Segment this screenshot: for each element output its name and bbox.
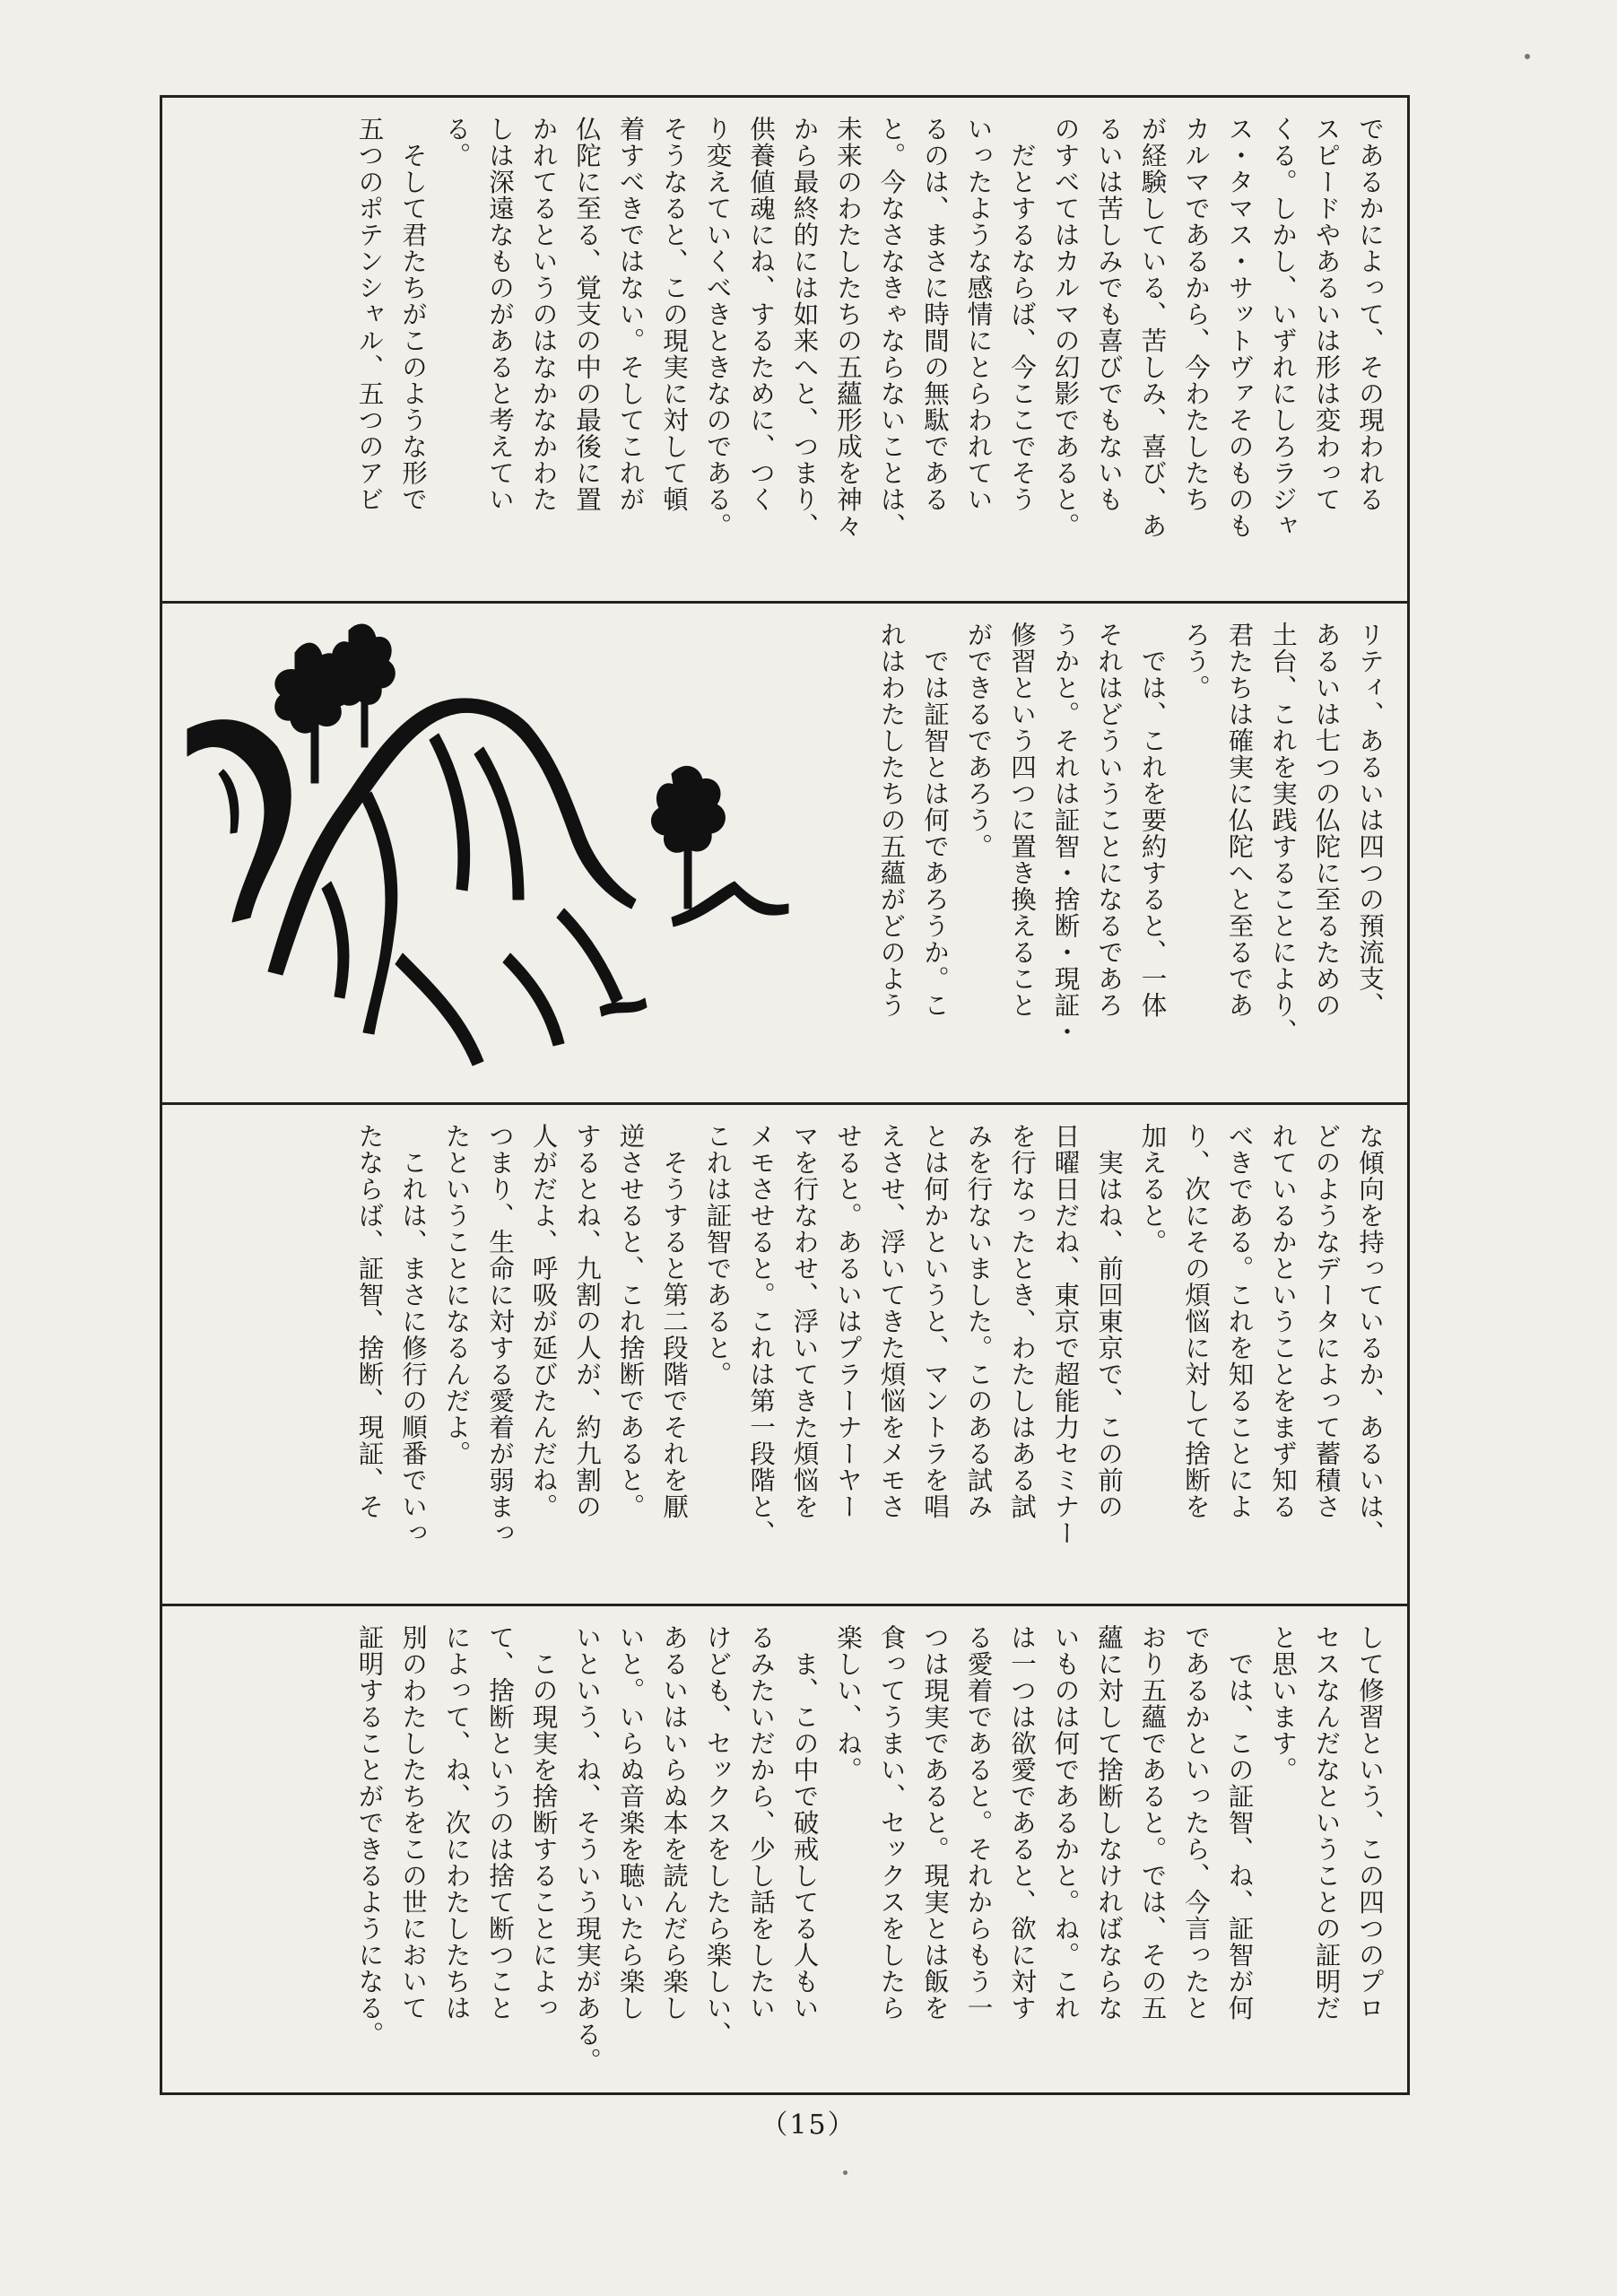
- text-band-4: [162, 1604, 1407, 2092]
- page-number: （15）: [761, 2109, 856, 2141]
- band-4-text: して修習という、この四つのプロ セスなんだなということの証明だ と思います。 では、この証智、ね、証智が何 であるかといったら、今言ったと おり五蘊であると。では、その五 蘊に対して捨断しなければならな いものは何であるかと。ね。これ は一つは欲愛であると、欲に対す る愛着であると。それからもう一 つは現実であると。現実とは飯を 食ってうまい、セックスをしたら 楽しい、ね。 ま、この中で破戒してる人もい るみたいだから、少し話をしたい けども、セックスをしたら楽しい、 あるいはいらぬ本を読んだら楽し いと。いらぬ音楽を聴いたら楽し いという、ね、そういう現実がある。 この現実を捨断することによっ て、捨断というのは捨て断つこと によって、ね、次にわたしたちは 別のわたしたちをこの世において 証明することができるようになる。: [354, 1624, 1385, 2074]
- paper-speck: [1525, 54, 1530, 59]
- page-frame: [160, 95, 1410, 2095]
- text-band-1: [162, 98, 1407, 601]
- paper-speck: [843, 2170, 848, 2175]
- text-band-2: [162, 601, 1407, 1102]
- band-3-text: な傾向を持っているか、あるいは、 どのようなデータによって蓄積さ れているかということをまず知る べきである。これを知ることによ り、次にその煩悩に対して捨断を 加えると。 実はね、前回東京で、この前の 日曜日だね、東京で超能力セミナー を行なったとき、わたしはある試 みを行ないました。このある試み とは何かというと、マントラを唱 えさせ、浮いてきた煩悩をメモさ せると。あるいはプラーナーヤー マを行なわせ、浮いてきた煩悩を メモさせると。これは第一段階と、 これは証智であると。 そうすると第二段階でそれを厭 逆させると、これ捨断であると。 するとね、九割の人が、約九割の 人がだよ、呼吸が延びたんだね。 つまり、生命に対する愛着が弱まっ たということになるんだよ。 これは、まさに修行の順番でいっ たならば、証智、捨断、現証、そ: [354, 1123, 1385, 1546]
- band-1-text: であるかによって、その現われる スピードやあるいは形は変わって くる。しかし、いずれにしろラジャ ス・タマス・サットヴァそのものも カルマであるから、今わたしたち が経験している、苦しみ、喜び、あ るいは苦しみでも喜びでもないも のすべてはカルマの幻影であると。 だとするならば、今ここでそう いったような感情にとらわれてい るのは、まさに時間の無駄である と。今なさなきゃならないことは、 未来のわたしたちの五蘊形成を神々 から最終的には如来へと、つまり、 供養値魂にね、するために、つく り変えていくべきときなのである。 そうなると、この現実に対して頓 着すべきではない。そしてこれが 仏陀に至る、覚支の中の最後に置 かれてるというのはなかなかわた しは深遠なものがあると考えてい る。 そして君たちがこのような形で 五つのポテンシャル、五つのアビ: [354, 116, 1385, 539]
- mountain-illustration: [170, 613, 833, 1097]
- band-2-text: リティ、あるいは四つの預流支、 あるいは七つの仏陀に至るための 土台、これを実践することにより、 君たちは確実に仏陀へと至るであ ろう。 では、これを要約すると、一体 それはどういうことになるであろ うかと。それは証智・捨断・現証・ 修習という四つに置き換えること ができるであろう。 では証智とは何であろうか。こ れはわたしたちの五蘊がどのよう: [876, 622, 1385, 1045]
- text-band-3: [162, 1102, 1407, 1604]
